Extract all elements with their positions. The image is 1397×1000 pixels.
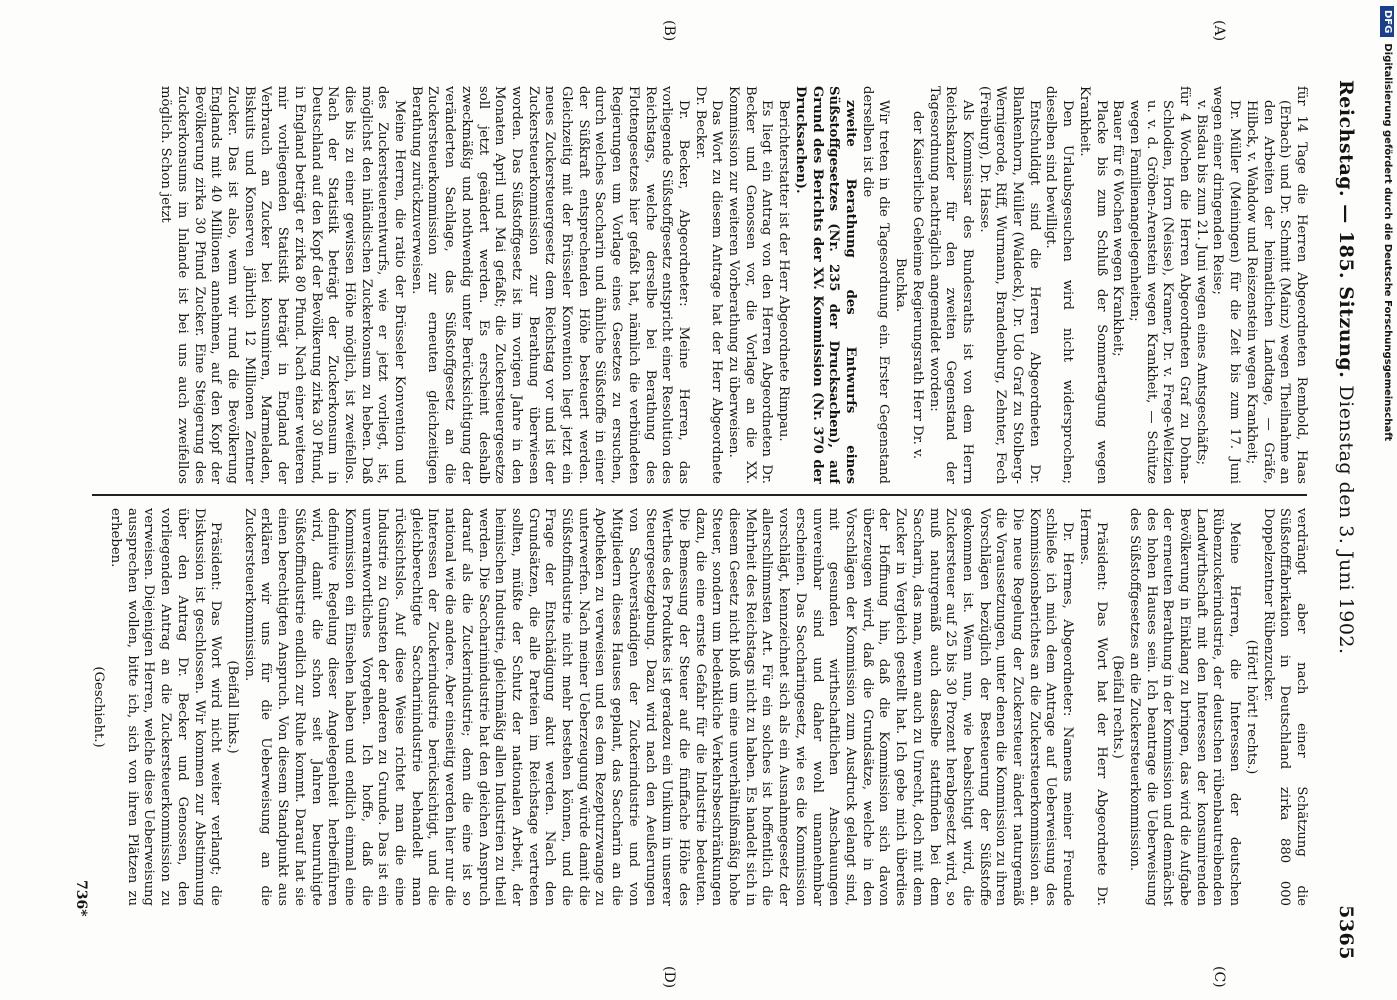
- speech-paragraph: Dr. Hermes, Abgeordneter: Namens meiner Freunde schließe ich mich dem Antrage auf Ueberweisung des Kommissionsberichtes an die Zuckersteuerkommission an. Die neue Regelung der Zuckersteuer ändert naturgemäß die Voraussetzungen, unter denen die Kommission zu ihren Vorschlägen bezüglich der Besteuerung der Süßstoffe gekommen ist. Wenn nun, wie beabsichtigt wird, die Zuckersteuer auf 25 bis 30 Prozent herabgesetzt wird, so muß naturgemäß auch dasselbe stattfinden bei dem Saccharin, das man, wenn auch zu Unrecht, doch mit dem Zucker in Vergleich gestellt hat. Ich gebe mich überdies der Hoffnung hin, daß die Kommission sich davon überzeugen wird, daß die Grundsätze, welche in den Vorschlägen der Kommission zum Ausdruck gelangt sind, mit gesunden wirthschaftlichen Anschauungen unvereinbar sind und daher wohl unannehmbar erscheinen. Das Saccharingesetz, wie es die Kommission vorschlägt, kennzeichnet sich als ein Ausnahmegesetz der allerschlimmsten Art. Für ein solches ist hoffentlich die Mehrheit des Reichstags nicht zu haben. Es handelt sich in diesem Gesetz nicht bloß um eine unverhältnißmäßig hohe Steuer, sondern um bedenkliche Verkehrsbeschränkungen dazu, die eine ernste Gefahr für die Industrie bedeuten. Die Bemessung der Steuer auf die fünffache Höhe des Werthes des Produktes ist geradezu ein Unikum in unserer Steuergesetzgebung. Dazu wird nach den Aeußerungen von Sachverständigen der Zuckerindustrie und von Mitgliedern dieses Hauses geplant, das Saccharin an die Apotheken zu verweisen und es dem Rezepturzwange zu unterwerfen. Nach meiner Ueberzeugung würde damit die Süßstoffindustrie nicht mehr bestehen können, und die Frage der Entschädigung akut werden. Nach den Grundsätzen, die alle Parteien im Reichstage vertreten sollten, müßte der Schutz der nationalen Arbeit, der heimischen Industrie, gleichmäßig allen Industrien zu theil werden. Die Saccharinindustrie hat den gleichen Anspruch darauf als die Zuckerindustrie; denn die eine ist so national wie die andere. Aber einseitig werden hier nur die Interessen der Zuckerindustrie berücksichtigt, und die gleichberechtigte Saccharinindustrie behandelt man rücksichtslos. Auf diese Weise richtet man die eine Industrie zu Gunsten der anderen zu Grunde. Das ist ein unverantwortliches Vorgehen. Ich hoffe, daß die Kommission ein Einsehen haben und endlich einmal eine definitive Regelung dieser Angelegenheit herbeiführen wird, damit die schon seit Jahren beunruhigte Süßstoffindustrie endlich zur Ruhe kommt. Darauf hat sie einen berechtigten Anspruch. Von diesem Standpunkt aus erklären wir uns für die Ueberweisung an die Zuckersteuerkommission.: [241, 508, 1076, 906]
- paragraph: Wir treten in die Tagesordnung ein. Erster Gegenstand derselben ist die: [859, 86, 892, 484]
- interjection: (Geschieht.): [91, 666, 107, 748]
- header-date: Dienstag den 3. Juni 1902.: [1335, 385, 1357, 655]
- paragraph: v. Bisdau bis zum 21. Juni wegen eines Amtsgeschäfts;: [1193, 100, 1209, 466]
- paragraph: verdrängt aber nach einer Schätzung die Süßstofffabrikation in Deutschland zirka 880 000 Doppelzentner Rübenzucker.: [1260, 508, 1309, 906]
- paragraph: Placke bis zum Schluß der Sommertagung wegen Krankheit.: [1076, 86, 1109, 484]
- president-remark: Präsident: Das Wort hat der Herr Abgeordnete Dr. Hermes.: [1076, 508, 1109, 906]
- interjection: (Beifall rechts.): [1110, 655, 1126, 759]
- paragraph: für 4 Wochen die Herren Abgeordneten Graf zu Dohna-Schlodien, Horn (Neisse), Kramer, Dr. v. Frege-Weltzien u. v. d. Gröben-Arenstein wegen Krankheit, — Schütze wegen Familienangelegenheiten;: [1126, 86, 1193, 484]
- agenda-item: zweite Berathung des Entwurfs eines Süßstoffgesetzes (Nr. 235 der Drucksachen), auf Grund des Berichts der XV. Kommission (Nr. 370 der Drucksachen).: [792, 86, 859, 484]
- margin-mark-c: (C): [1211, 966, 1227, 988]
- paragraph: Den Urlaubsgesuchen wird nicht widersprochen; dieselben sind bewilligt.: [1043, 86, 1076, 484]
- paragraph: Meine Herren, die Interessen der deutschen Rübenzuckerindustrie, der deutschen rübenbautreibenden Landwirthschaft mit den Interessen der konsumirenden Bevölkerung in Einklang zu bringen, das wird die Aufgabe der erneuten Berathung in der Kommission und demnächst des hohen Hauses sein. Ich beantrage die Ueberweisung des Süßstoffgesetzes an die Zuckersteuerkommission.: [1126, 508, 1243, 906]
- paragraph: Das Wort zu diesem Antrage hat der Herr Abgeordnete Dr. Becker.: [692, 86, 725, 484]
- speech-paragraph: Meine Herren, die ratio der Brüsseler Konvention und des Zuckersteuerentwurfs, wie er jetzt vorliegt, ist, möglichst den inländischen Zuckerkonsum zu heben. Daß dies bis zu einer gewissen Höhe möglich, ist zweifellos. Nach der Statistik beträgt der Zuckerkonsum in Deutschland auf den Kopf der Bevölkerung zirka 30 Pfund, in England beträgt er zirka 80 Pfund. Nach einer weiteren mir vorliegenden Statistik beträgt in England der Verbrauch an Zucker bei konsumiren, Marmeladen, Biskuits und Konserven jährlich 12 Millionen Zentner Zucker. Das ist also, wenn wir rund die Bevölkerung Englands mit 40 Millionen annehmen, auf den Kopf der Bevölkerung zirka 30 Pfund Zucker. Eine Steigerung des Zuckerkonsums im Inlande ist bei uns auch zweifellos möglich. Schon jetzt: [158, 86, 408, 484]
- header-session: Reichstag. — 185. Sitzung.: [1335, 80, 1357, 379]
- paragraph: Bauer für 6 Wochen wegen Krankheit;: [1110, 100, 1126, 357]
- margin-mark-a: (A): [1211, 20, 1227, 42]
- paragraph: Berichterstatter ist der Herr Abgeordnete Rimpau.: [776, 100, 792, 442]
- dfg-logo: DFG: [1380, 6, 1394, 37]
- interjection: (Hört! hört! rechts.): [1243, 639, 1259, 775]
- digitization-credit: [1379, 6, 1395, 996]
- margin-mark-d: (D): [661, 966, 677, 989]
- interjection: (Beifall links.): [225, 660, 240, 754]
- column-divider: [92, 494, 1307, 496]
- margin-mark-b: (B): [661, 20, 677, 42]
- paragraph: Als Kommissar des Bundesraths ist von dem Herrn Reichskanzler für den zweiten Gegenstand der Tagesordnung nachträglich angemeldet worden:: [926, 86, 975, 484]
- speech-paragraph: Dr. Becker, Abgeordneter: Meine Herren, das vorliegende Süßstoffgesetz entspricht einer Resolution des Reichstags, welche derselbe bei Berathung des Flottengesetzes hier gefaßt hat, nämlich die verbündeten Regierungen um Vorlage eines Gesetzes zu ersuchen, durch welches Saccharin und ähnliche Süßstoffe in einer der Süßkraft entsprechenden Höhe besteuert werden. Gleichzeitig mit der Brüsseler Konvention liegt jetzt ein neues Zuckersteuergesetz dem Reichstag vor und ist der Zuckersteuerkommission zur Berathung überwiesen worden. Das Süßstoffgesetz ist im vorigen Jahre in den Monaten April und Mai gefaßt; die Zuckersteuergesetze soll jetzt geändert werden. Es erscheint deshalb zweckmäßig und nothwendig unter Berücksichtigung der veränderten Sachlage, das Süßstoffgesetz an die Zuckersteuerkommission zur erneuten gleichzeitigen Berathung zurückzuverweisen.: [408, 86, 691, 484]
- paragraph: Dr. Müller (Meiningen) für die Zeit bis zum 17. Juni wegen einer dringenden Reise;: [1210, 86, 1243, 484]
- credit-text: Digitalisierung gefördert durch die Deutsche Forschungsgemeinschaft: [1382, 43, 1393, 442]
- paragraph: Entschuldigt sind die Herren Abgeordneten Dr. Blankenhorn, Müller (Waldeck), Dr. Udo Graf zu Stolberg-Wernigerode, Riff, Wurmann, Brandenburg, Zehnter, Fech (Freiburg), Dr. Hasse.: [976, 86, 1042, 484]
- president-remark: Präsident: Das Wort wird nicht weiter verlangt; die Diskussion ist geschlossen. Wir kommen zur Abstimmung über den Antrag Dr. Becker und Genossen, den vorliegenden Antrag an die Zuckersteuerkommission zu verweisen. Diejenigen Herren, welche diese Ueberweisung aussprechen wollen, bitte ich, sich von ihren Plätzen zu erheben.: [108, 508, 224, 906]
- paragraph: für 14 Tage die Herren Abgeordneten Rembold, Haas (Erbach) und Dr. Schmitt (Mainz) wegen Theilnahme an den Arbeiten der heimatlichen Landtage, — Gräfe, Hilbck, v. Wahdow und Reiszenstein wegen Krankheit;: [1243, 86, 1309, 484]
- page-number: 5365: [1335, 905, 1357, 960]
- paragraph: der Kaiserliche Geheime Regierungsrath Herr Dr. v. Buchka.: [893, 110, 925, 460]
- left-column: [84, 86, 1309, 484]
- right-column: [84, 508, 1309, 906]
- paragraph: Es liegt ein Antrag von den Herren Abgeordneten Dr. Becker und Genossen vor, die Vorlage an die XX. Kommission zur weiteren Vorberathung zu überweisen.: [726, 86, 775, 484]
- printer-signature: 736*: [73, 880, 89, 917]
- page-header: [1331, 80, 1361, 960]
